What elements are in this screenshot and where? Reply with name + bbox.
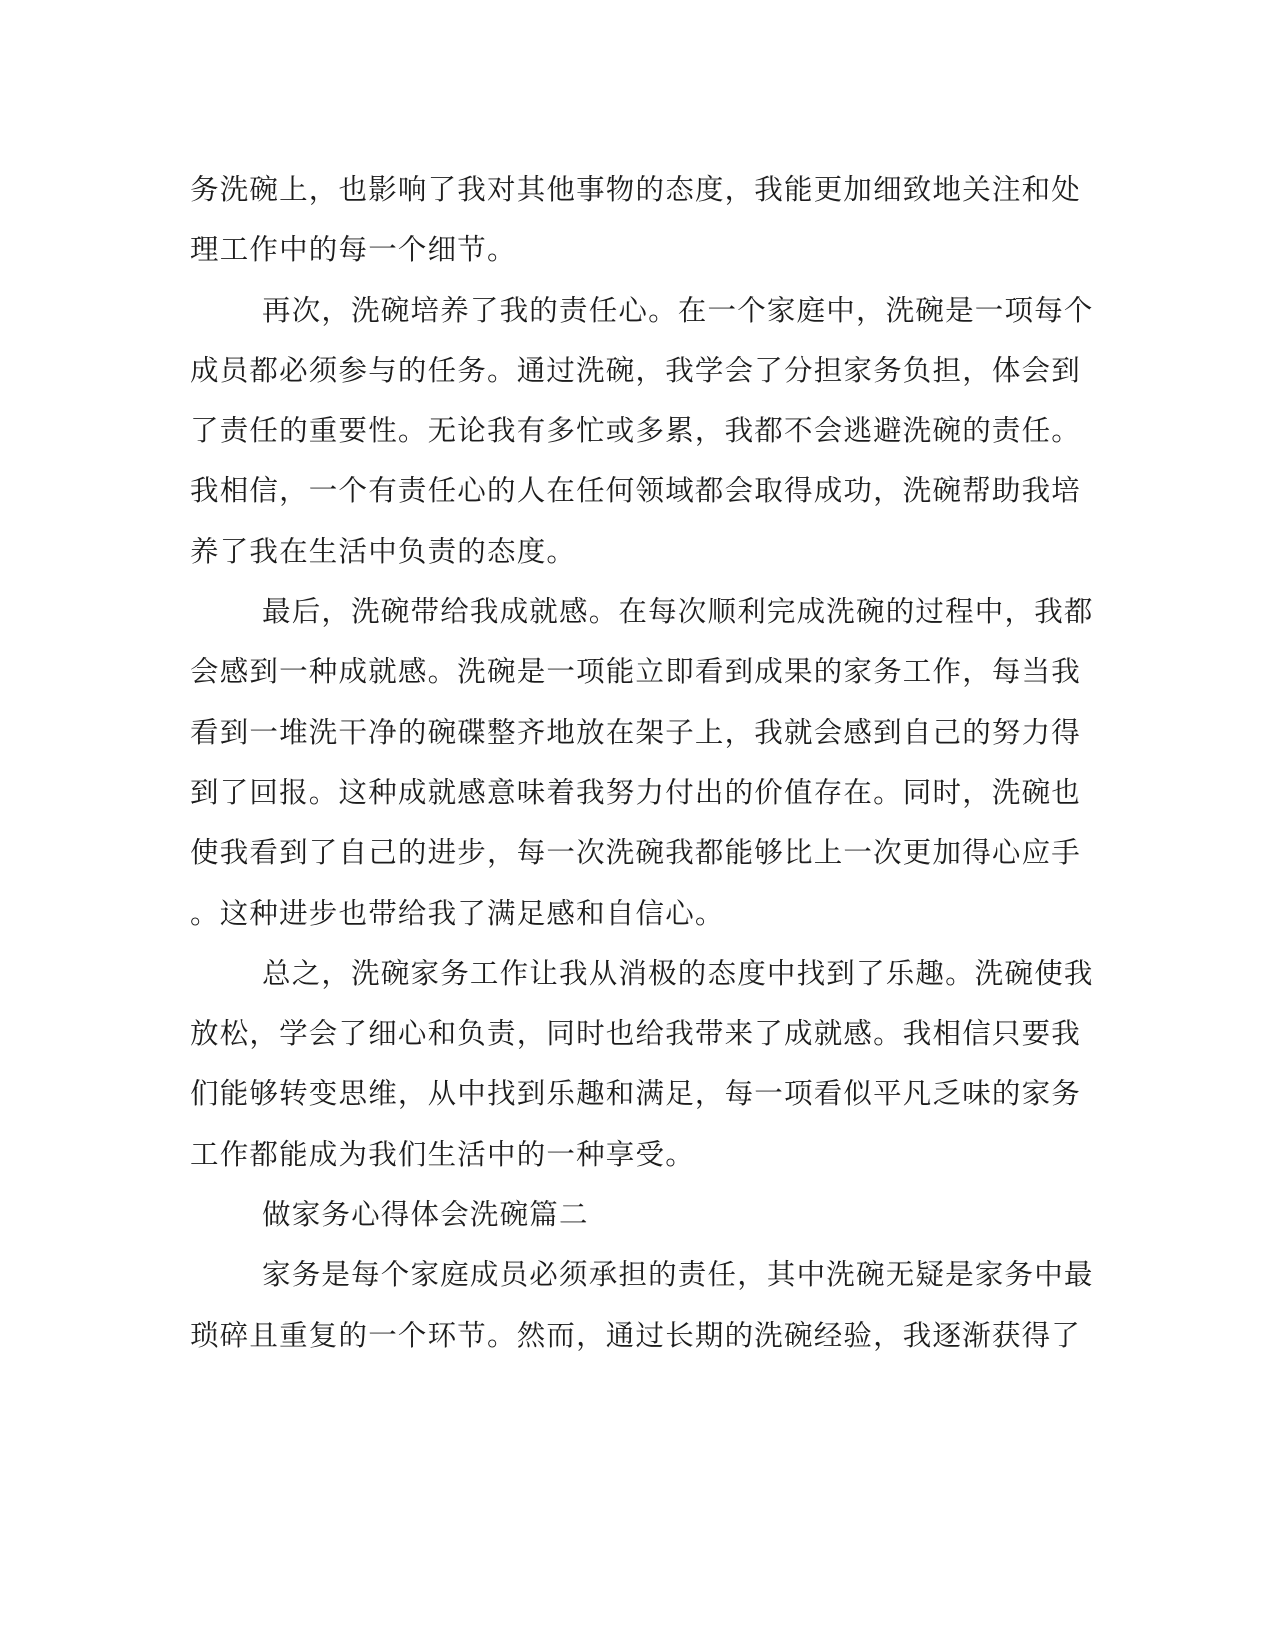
text-line: 们能够转变思维，从中找到乐趣和满足，每一项看似平凡乏味的家务 [190,1077,1082,1111]
text-line: 会感到一种成就感。洗碗是一项能立即看到成果的家务工作，每当我 [190,655,1082,689]
text-line: 养了我在生活中负责的态度。 [190,534,577,568]
text-line: 使我看到了自己的进步，每一次洗碗我都能够比上一次更加得心应手 [190,836,1082,870]
section-heading: 做家务心得体会洗碗篇二 [262,1198,589,1232]
paragraph-first-line: 家务是每个家庭成员必须承担的责任，其中洗碗无疑是家务中最 [262,1258,1094,1292]
text-line: 。这种进步也带给我了满足感和自信心。 [190,896,725,930]
text-line: 工作都能成为我们生活中的一种享受。 [190,1137,695,1171]
text-line: 务洗碗上，也影响了我对其他事物的态度，我能更加细致地关注和处 [190,173,1082,206]
paragraph-first-line: 再次，洗碗培养了我的责任心。在一个家庭中，洗碗是一项每个 [262,293,1094,327]
paragraph-first-line: 总之，洗碗家务工作让我从消极的态度中找到了乐趣。洗碗使我 [262,956,1094,990]
text-line: 到了回报。这种成就感意味着我努力付出的价值存在。同时，洗碗也 [190,775,1082,809]
text-line: 看到一堆洗干净的碗碟整齐地放在架子上，我就会感到自己的努力得 [190,715,1082,749]
paragraph-first-line: 最后，洗碗带给我成就感。在每次顺利完成洗碗的过程中，我都 [262,595,1094,629]
body-text [190,160,1094,1366]
text-line: 了责任的重要性。无论我有多忙或多累，我都不会逃避洗碗的责任。 [190,414,1082,448]
text-line: 琐碎且重复的一个环节。然而，通过长期的洗碗经验，我逐渐获得了 [190,1318,1082,1352]
text-line: 成员都必须参与的任务。通过洗碗，我学会了分担家务负担，体会到 [190,353,1082,387]
text-line: 理工作中的每一个细节。 [190,233,517,267]
text-line: 我相信，一个有责任心的人在任何领域都会取得成功，洗碗帮助我培 [190,474,1082,508]
text-line: 放松，学会了细心和负责，同时也给我带来了成就感。我相信只要我 [190,1017,1082,1051]
